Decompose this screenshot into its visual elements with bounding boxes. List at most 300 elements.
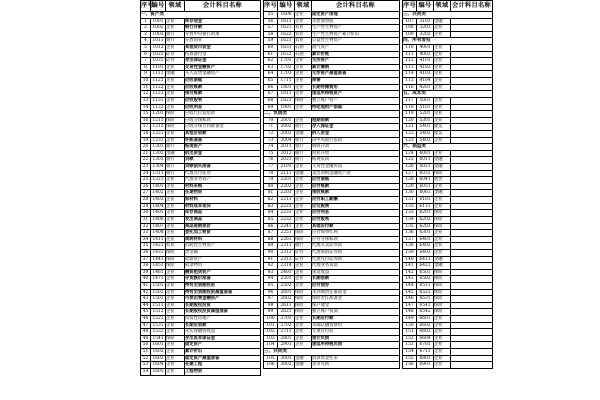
cell-seq: 56 — [264, 18, 278, 25]
cell-seq: 97 — [264, 296, 278, 303]
section-heading: 一、资产类 — [141, 12, 261, 19]
cell-domain: 企业 — [295, 216, 312, 223]
cell-domain: 金融 — [166, 71, 185, 78]
cell-code: 1622 — [278, 31, 295, 38]
cell-code: 4001 — [417, 45, 434, 52]
table-row — [264, 269, 400, 276]
cell-code: 2003 — [278, 130, 295, 137]
cell-name — [451, 117, 493, 124]
table-row — [264, 322, 400, 329]
cell-code: 3002 — [278, 362, 295, 369]
cell-domain: 农业 — [295, 38, 312, 45]
cell-domain: 银行 — [295, 137, 312, 144]
cell-code: 1606 — [278, 12, 295, 19]
table-row — [264, 316, 400, 323]
cell-domain: 企业 — [166, 203, 185, 210]
cell-domain: 企业 — [166, 329, 185, 336]
table-row — [264, 97, 400, 104]
table-row — [403, 256, 493, 263]
table-row — [403, 177, 493, 184]
cell-code: 1211 — [151, 117, 166, 124]
table-row — [264, 91, 400, 98]
cell-name: 预收账款 — [312, 190, 400, 197]
table-row — [403, 203, 493, 210]
cell-seq: 144 — [403, 282, 417, 289]
cell-domain: 证券 — [295, 249, 312, 256]
cell-domain: 企业 — [434, 355, 451, 362]
table-row — [141, 329, 261, 336]
table-row — [403, 263, 493, 270]
table-row — [141, 203, 261, 210]
table-row — [403, 84, 493, 91]
cell-domain: 企业 — [434, 335, 451, 342]
cell-name — [451, 322, 493, 329]
cell-domain: 企业 — [295, 91, 312, 98]
cell-seq: 10 — [141, 78, 151, 85]
cell-seq: 77 — [264, 164, 278, 171]
cell-code: 4102 — [417, 64, 434, 71]
cell-seq: 54 — [141, 368, 151, 375]
table-row — [403, 51, 493, 58]
table-row — [264, 137, 400, 144]
cell-seq: 5 — [141, 45, 151, 52]
table-row — [264, 25, 400, 32]
cell-seq: 69 — [264, 104, 278, 111]
cell-code: 1512 — [151, 309, 166, 316]
table-row — [264, 223, 400, 230]
cell-code: 6011 — [417, 157, 434, 164]
cell-code: 6202 — [417, 216, 434, 223]
cell-domain: 企业 — [295, 203, 312, 210]
table-row — [264, 296, 400, 303]
header-name: 会计科目名称 — [312, 1, 400, 12]
table-row — [403, 342, 493, 349]
table-row — [403, 216, 493, 223]
cell-code: 1303 — [151, 157, 166, 164]
cell-domain: 企业 — [166, 137, 185, 144]
table-row — [141, 216, 261, 223]
cell-name — [451, 183, 493, 190]
cell-seq: 83 — [264, 203, 278, 210]
table-row — [141, 25, 261, 32]
cell-code: 6111 — [417, 203, 434, 210]
cell-seq: 41 — [141, 282, 151, 289]
cell-name: 固定资产 — [185, 342, 261, 349]
cell-code: 1601 — [151, 342, 166, 349]
cell-code: 1212 — [151, 124, 166, 131]
cell-domain: 保险 — [295, 296, 312, 303]
cell-name — [451, 71, 493, 78]
cell-seq: 96 — [264, 289, 278, 296]
cell-domain: 保险 — [434, 276, 451, 283]
section-heading: 六、损益类 — [403, 144, 493, 151]
cell-name — [451, 269, 493, 276]
cell-name — [451, 329, 493, 336]
cell-name: 应付职工薪酬 — [312, 197, 400, 204]
cell-seq: 145 — [403, 289, 417, 296]
cell-code: 4002 — [417, 51, 434, 58]
cell-code: 2901 — [278, 342, 295, 349]
cell-seq: 46 — [141, 316, 151, 323]
table-row — [403, 137, 493, 144]
table-row — [403, 58, 493, 65]
cell-code: 2241 — [278, 223, 295, 230]
cell-name: 独立账户资产 — [312, 97, 400, 104]
cell-seq: 25 — [141, 177, 151, 184]
table-row — [141, 124, 261, 131]
cell-name — [451, 203, 493, 210]
table-row — [141, 84, 261, 91]
cell-name: 待处理财产损溢 — [312, 104, 400, 111]
cell-seq: 72 — [264, 130, 278, 137]
table-row — [403, 243, 493, 250]
cell-name: 原材料 — [185, 197, 261, 204]
cell-seq: 108 — [403, 25, 417, 32]
accounts-table-block-1 — [140, 0, 261, 376]
cell-name — [451, 157, 493, 164]
cell-seq: 131 — [403, 197, 417, 204]
cell-code: 1302 — [151, 150, 166, 157]
cell-name — [451, 164, 493, 171]
cell-name: 材料采购 — [185, 183, 261, 190]
cell-name: 应付利息 — [312, 210, 400, 217]
cell-domain: 企业 — [434, 197, 451, 204]
cell-code: 1431 — [151, 249, 166, 256]
table-row — [141, 104, 261, 111]
cell-seq: 70 — [264, 117, 278, 124]
cell-domain: 保险 — [295, 302, 312, 309]
section-heading: 四、所有者权 — [403, 38, 493, 45]
cell-seq: 6 — [141, 51, 151, 58]
cell-seq: 106 — [264, 362, 278, 369]
cell-seq: 146 — [403, 296, 417, 303]
cell-seq: 15 — [141, 111, 151, 118]
cell-seq: 2 — [141, 25, 151, 32]
header-seq: 序号 — [403, 1, 417, 12]
cell-name — [451, 282, 493, 289]
table-row — [141, 335, 261, 342]
cell-seq: 29 — [141, 203, 151, 210]
table-row — [264, 289, 400, 296]
cell-domain: 企业 — [166, 289, 185, 296]
cell-name: 累计折旧 — [185, 349, 261, 356]
cell-domain: 银行 — [166, 144, 185, 151]
header-row — [141, 1, 261, 12]
cell-domain: 企业 — [295, 263, 312, 270]
cell-seq: 65 — [264, 78, 278, 85]
cell-seq: 149 — [403, 316, 417, 323]
cell-domain: 企业 — [295, 282, 312, 289]
cell-name: 融资租赁资产 — [185, 269, 261, 276]
cell-domain: 银行 — [166, 170, 185, 177]
cell-domain: 企业 — [295, 71, 312, 78]
cell-name: 抵债资产 — [185, 256, 261, 263]
cell-name — [451, 111, 493, 118]
table-row — [141, 243, 261, 250]
cell-domain: 企业 — [166, 177, 185, 184]
cell-code: 5301 — [417, 117, 434, 124]
cell-name: 贴现负债 — [312, 157, 400, 164]
cell-domain: 保险 — [434, 302, 451, 309]
cell-domain: 企业 — [434, 25, 451, 32]
section-heading: 五、成本类 — [403, 91, 493, 98]
cell-domain: 建造 — [434, 124, 451, 131]
cell-seq: 17 — [141, 124, 151, 131]
cell-name: 代理承销证券款 — [312, 249, 400, 256]
cell-domain: 企业 — [434, 203, 451, 210]
header-seq: 序号 — [264, 1, 278, 12]
cell-name: 固定资产减值准备 — [185, 355, 261, 362]
table-row — [264, 309, 400, 316]
cell-domain: 保险 — [434, 296, 451, 303]
table-row — [403, 269, 493, 276]
cell-code: 2611 — [278, 302, 295, 309]
table-row — [264, 216, 400, 223]
cell-name: 应收代位追偿款 — [185, 111, 261, 118]
cell-name — [451, 349, 493, 356]
cell-domain: 企业 — [434, 45, 451, 52]
cell-seq: 100 — [264, 316, 278, 323]
cell-name: 递延所得税负债 — [312, 342, 400, 349]
cell-domain: 企业 — [434, 249, 451, 256]
cell-code: 2231 — [278, 210, 295, 217]
cell-name: 固定资产清理 — [312, 12, 400, 19]
table-row — [264, 342, 400, 349]
cell-code: 6041 — [417, 177, 434, 184]
cell-seq: 101 — [264, 322, 278, 329]
cell-code: 1703 — [278, 71, 295, 78]
cell-seq: 150 — [403, 322, 417, 329]
table-row — [141, 18, 261, 25]
cell-seq: 52 — [141, 355, 151, 362]
cell-seq: 66 — [264, 84, 278, 91]
cell-seq: 51 — [141, 349, 151, 356]
cell-name — [451, 236, 493, 243]
cell-code: 2311 — [278, 243, 295, 250]
cell-code: 6604 — [417, 335, 434, 342]
cell-code: 1003 — [151, 31, 166, 38]
cell-name — [451, 25, 493, 32]
cell-seq: 62 — [264, 58, 278, 65]
header-name: 会计科目名称 — [451, 1, 493, 12]
cell-seq: 86 — [264, 223, 278, 230]
table-row — [403, 236, 493, 243]
cell-name — [451, 51, 493, 58]
cell-seq: 107 — [403, 18, 417, 25]
cell-seq: 35 — [141, 243, 151, 250]
cell-seq: 140 — [403, 256, 417, 263]
table-row — [264, 302, 400, 309]
cell-code: 1411 — [151, 236, 166, 243]
cell-name: 其他应付款 — [312, 223, 400, 230]
cell-domain: 企业 — [166, 276, 185, 283]
cell-seq: 61 — [264, 51, 278, 58]
cell-code: 1621 — [278, 25, 295, 32]
cell-domain: 企业 — [295, 190, 312, 197]
cell-seq: 7 — [141, 58, 151, 65]
cell-domain: 企业 — [295, 329, 312, 336]
cell-name: 清算资金往来 — [312, 355, 400, 362]
cell-name: 长期应付款 — [312, 316, 400, 323]
header-domain: 领域 — [166, 1, 185, 12]
cell-name: 损余物资 — [185, 263, 261, 270]
cell-name — [451, 84, 493, 91]
table-row — [403, 249, 493, 256]
cell-domain: 金融 — [295, 130, 312, 137]
cell-name — [451, 223, 493, 230]
cell-domain: 保险 — [166, 124, 185, 131]
cell-domain: 企业 — [295, 276, 312, 283]
table-row — [264, 71, 400, 78]
cell-seq: 91 — [264, 256, 278, 263]
cell-seq: 124 — [403, 150, 417, 157]
cell-seq: 134 — [403, 216, 417, 223]
cell-code: 2314 — [278, 263, 295, 270]
table-row — [141, 322, 261, 329]
cell-domain: 保险 — [434, 223, 451, 230]
table-row — [141, 276, 261, 283]
cell-code: 6061 — [417, 190, 434, 197]
cell-code: 2801 — [278, 335, 295, 342]
table-row — [141, 64, 261, 71]
table-row — [141, 230, 261, 237]
cell-domain: 企业 — [166, 322, 185, 329]
cell-domain: 企业 — [166, 210, 185, 217]
cell-name — [451, 296, 493, 303]
table-row — [264, 117, 400, 124]
cell-code: 1451 — [151, 263, 166, 270]
cell-domain: 企业 — [166, 18, 185, 25]
cell-name: 库存商品 — [185, 210, 261, 217]
cell-code: 6421 — [417, 263, 434, 270]
table-row — [141, 368, 261, 375]
cell-name — [451, 342, 493, 349]
cell-seq: 28 — [141, 197, 151, 204]
cell-domain: 企业 — [166, 302, 185, 309]
table-row — [264, 157, 400, 164]
cell-name: 存放同业 — [185, 38, 261, 45]
table-row — [403, 71, 493, 78]
cell-seq: 103 — [264, 335, 278, 342]
cell-name — [451, 316, 493, 323]
cell-seq: 64 — [264, 71, 278, 78]
cell-seq: 67 — [264, 91, 278, 98]
table-row — [141, 170, 261, 177]
cell-seq: 154 — [403, 349, 417, 356]
cell-domain: 企业 — [295, 183, 312, 190]
chart-of-accounts-sheet — [140, 0, 492, 400]
cell-seq: 99 — [264, 309, 278, 316]
cell-domain: 企业 — [295, 117, 312, 124]
cell-domain: 保险 — [166, 335, 185, 342]
table-row — [141, 111, 261, 118]
table-row — [141, 223, 261, 230]
cell-code: 1811 — [278, 91, 295, 98]
table-row — [264, 177, 400, 184]
cell-name — [451, 362, 493, 369]
table-row — [403, 104, 493, 111]
cell-code: 6801 — [417, 355, 434, 362]
cell-domain: 银行 — [166, 38, 185, 45]
cell-code: 1111 — [151, 71, 166, 78]
cell-name: 应收分保账款 — [185, 117, 261, 124]
cell-domain: 企业 — [295, 223, 312, 230]
cell-seq: 33 — [141, 230, 151, 237]
table-row — [264, 256, 400, 263]
cell-name: 代理业务负债 — [312, 263, 400, 270]
cell-name: 发出商品 — [185, 216, 261, 223]
cell-code: 2502 — [278, 282, 295, 289]
cell-domain: 企业 — [295, 58, 312, 65]
cell-code: 1406 — [151, 216, 166, 223]
cell-name: 交易性金融资产 — [185, 64, 261, 71]
cell-name: 存出资本保证金 — [185, 335, 261, 342]
header-row — [264, 1, 400, 12]
cell-code: 2221 — [278, 203, 295, 210]
table-row — [264, 31, 400, 38]
cell-name — [451, 276, 493, 283]
cell-domain: 企业 — [166, 64, 185, 71]
cell-seq: 3 — [141, 31, 151, 38]
cell-domain: 金融 — [295, 355, 312, 362]
cell-domain: 企业 — [295, 18, 312, 25]
table-row — [403, 230, 493, 237]
cell-name: 应收票据 — [185, 78, 261, 85]
cell-domain: 企业 — [295, 210, 312, 217]
cell-code: 2401 — [278, 269, 295, 276]
cell-code: 3101 — [417, 18, 434, 25]
cell-domain: 企业 — [166, 362, 185, 369]
cell-seq: 130 — [403, 190, 417, 197]
cell-domain: 银行 — [166, 31, 185, 38]
cell-name: 长期应收款 — [185, 322, 261, 329]
cell-seq: 85 — [264, 216, 278, 223]
cell-name: 其他应收款 — [185, 130, 261, 137]
table-row — [264, 130, 400, 137]
cell-seq: 92 — [264, 263, 278, 270]
cell-seq: 129 — [403, 183, 417, 190]
cell-domain: 金融 — [434, 164, 451, 171]
table-row — [141, 71, 261, 78]
cell-name: 应付分保账款 — [312, 236, 400, 243]
table-row — [403, 31, 493, 38]
cell-code: 1201 — [151, 111, 166, 118]
cell-name: 长期股权投资 — [185, 302, 261, 309]
table-row — [141, 97, 261, 104]
table-row — [403, 164, 493, 171]
cell-code: 2011 — [278, 144, 295, 151]
cell-domain: 企业 — [166, 309, 185, 316]
cell-domain: 金融 — [434, 157, 451, 164]
cell-seq: 1 — [141, 18, 151, 25]
cell-code: 1821 — [278, 97, 295, 104]
table-row — [403, 111, 493, 118]
cell-domain: 企业 — [166, 223, 185, 230]
cell-name: 应付股利 — [312, 216, 400, 223]
cell-name: 应收利息 — [185, 104, 261, 111]
table-row — [141, 45, 261, 52]
cell-code: 2232 — [278, 216, 295, 223]
cell-domain: 企业 — [434, 117, 451, 124]
table-row — [403, 124, 493, 131]
cell-seq: 50 — [141, 342, 151, 349]
cell-seq: 136 — [403, 230, 417, 237]
cell-code: 1408 — [151, 230, 166, 237]
cell-name: 商誉 — [312, 78, 400, 85]
cell-code: 1632 — [278, 51, 295, 58]
cell-code: 1541 — [151, 335, 166, 342]
cell-name — [451, 64, 493, 71]
